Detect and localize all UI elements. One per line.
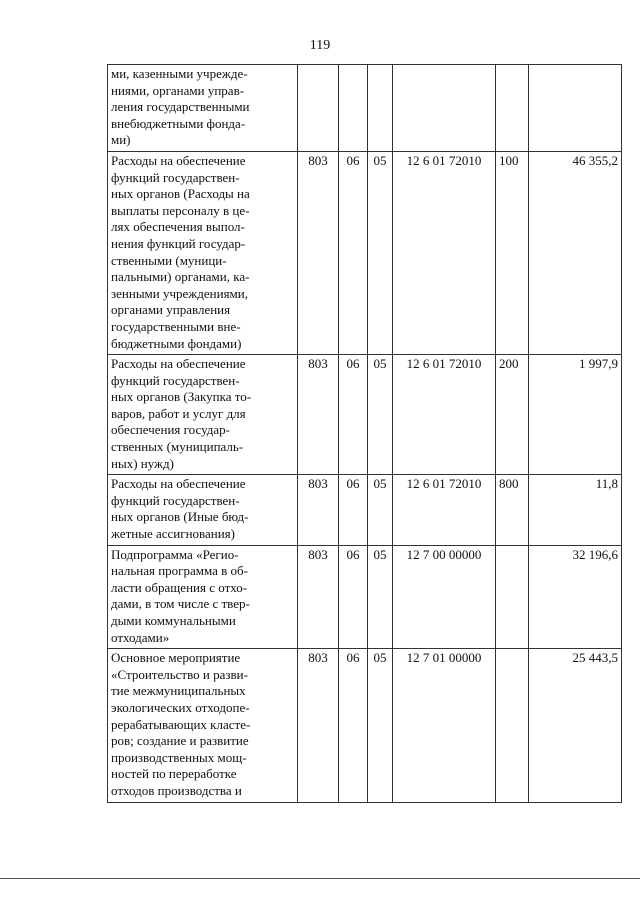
target-article-cell xyxy=(393,65,496,152)
expense-name-line: зенными учреждениями, xyxy=(111,285,248,301)
expense-name-line: лях обеспечения выпол- xyxy=(111,219,245,235)
admin-code-cell: 803 xyxy=(298,151,339,354)
expense-name-line: ми, казенными учрежде- xyxy=(111,66,248,81)
expense-name-line: ных органов (Закупка то- xyxy=(111,389,252,405)
admin-code-cell xyxy=(298,65,339,152)
expense-name-cell xyxy=(108,545,298,649)
target-article-cell: 12 6 01 72010 xyxy=(393,151,496,354)
expense-name-line: ных органов (Иные бюд- xyxy=(111,509,249,525)
expense-name-cell xyxy=(108,151,298,354)
budget-table xyxy=(107,64,622,803)
table-row xyxy=(108,355,622,475)
expense-name-line: функций государствен- xyxy=(111,372,240,388)
expense-name-line: ных органов (Расходы на xyxy=(111,186,250,202)
target-article-cell: 12 6 01 72010 xyxy=(393,475,496,545)
expense-name-cell xyxy=(108,649,298,802)
admin-code-cell: 803 xyxy=(298,545,339,649)
section-code-cell: 06 xyxy=(339,355,368,475)
expense-name-line: «Строительство и разви- xyxy=(111,666,248,682)
target-article-cell: 12 7 01 00000 xyxy=(393,649,496,802)
expense-name-line: нения функций государ- xyxy=(111,235,246,251)
expense-name-line: ностей по переработке xyxy=(111,766,237,782)
table-row xyxy=(108,649,622,802)
expense-name-line: обеспечения государ- xyxy=(111,422,230,438)
expense-name-line: ров; создание и развитие xyxy=(111,733,249,749)
table-row xyxy=(108,475,622,545)
expense-name-line: ми) xyxy=(111,132,131,148)
expense-name-line: Расходы на обеспечение xyxy=(111,476,246,492)
expense-name-line: функций государствен- xyxy=(111,169,240,185)
amount-cell: 11,8 xyxy=(529,475,622,545)
expense-name-line: Основное мероприятие xyxy=(111,650,241,666)
expense-name-line: ниями, органами управ- xyxy=(111,82,245,98)
table-row xyxy=(108,151,622,354)
expense-name-line: ственных (муниципаль- xyxy=(111,439,244,455)
expense-name-line: Подпрограмма «Регио- xyxy=(111,546,239,562)
expense-name-line: дами, в том числе с твер- xyxy=(111,596,250,612)
target-article-cell: 12 6 01 72010 xyxy=(393,355,496,475)
amount-cell: 1 997,9 xyxy=(529,355,622,475)
section-code-cell: 06 xyxy=(339,151,368,354)
table-row xyxy=(108,545,622,649)
subsection-code-cell: 05 xyxy=(368,355,393,475)
table-row xyxy=(108,65,622,152)
section-code-cell xyxy=(339,65,368,152)
expense-name-cell xyxy=(108,355,298,475)
amount-cell xyxy=(529,65,622,152)
expense-name-line: производственных мощ- xyxy=(111,749,247,765)
expense-name-line: отходами» xyxy=(111,629,170,645)
budget-table-body xyxy=(108,65,622,803)
expense-name-line: органами управления xyxy=(111,302,231,318)
admin-code-cell: 803 xyxy=(298,649,339,802)
subsection-code-cell: 05 xyxy=(368,545,393,649)
subsection-code-cell: 05 xyxy=(368,649,393,802)
expense-name-line: государственными вне- xyxy=(111,318,241,334)
section-code-cell: 06 xyxy=(339,545,368,649)
amount-cell: 25 443,5 xyxy=(529,649,622,802)
expense-type-cell xyxy=(496,649,529,802)
expense-name-line: ления государственными xyxy=(111,99,250,115)
expense-name-line: Расходы на обеспечение xyxy=(111,356,246,372)
expense-type-cell: 200 xyxy=(496,355,529,475)
expense-name-line: варов, работ и услуг для xyxy=(111,405,246,421)
amount-cell: 32 196,6 xyxy=(529,545,622,649)
page-bottom-rule xyxy=(0,878,640,879)
target-article-cell: 12 7 00 00000 xyxy=(393,545,496,649)
subsection-code-cell: 05 xyxy=(368,475,393,545)
expense-name-line: выплаты персоналу в це- xyxy=(111,202,250,218)
expense-name-line: ственными (муници- xyxy=(111,252,227,268)
expense-name-line: отходов производства и xyxy=(111,782,242,798)
expense-name-line: экологических отходопе- xyxy=(111,699,250,715)
admin-code-cell: 803 xyxy=(298,355,339,475)
expense-type-cell: 800 xyxy=(496,475,529,545)
expense-name-cell xyxy=(108,475,298,545)
expense-name-line: тие межмуниципальных xyxy=(111,683,246,699)
expense-name-line: нальная программа в об- xyxy=(111,563,248,579)
expense-name-line: внебюджетными фонда- xyxy=(111,115,246,131)
expense-name-cell xyxy=(108,65,298,152)
expense-name-line: функций государствен- xyxy=(111,492,240,508)
section-code-cell: 06 xyxy=(339,475,368,545)
expense-name-line: пальными) органами, ка- xyxy=(111,269,250,285)
expense-name-line: ласти обращения с отхо- xyxy=(111,579,248,595)
expense-name-line: ных) нужд) xyxy=(111,455,174,471)
expense-name-line: бюджетными фондами) xyxy=(111,335,242,351)
expense-type-cell: 100 xyxy=(496,151,529,354)
amount-cell: 46 355,2 xyxy=(529,151,622,354)
page-number: 119 xyxy=(309,38,331,53)
expense-type-cell xyxy=(496,545,529,649)
expense-type-cell xyxy=(496,65,529,152)
subsection-code-cell: 05 xyxy=(368,151,393,354)
expense-name-line: Расходы на обеспечение xyxy=(111,152,246,168)
expense-name-line: дыми коммунальными xyxy=(111,613,236,628)
section-code-cell: 06 xyxy=(339,649,368,802)
admin-code-cell: 803 xyxy=(298,475,339,545)
subsection-code-cell xyxy=(368,65,393,152)
expense-name-line: жетные ассигнования) xyxy=(111,526,235,542)
expense-name-line: рерабатывающих класте- xyxy=(111,716,251,732)
